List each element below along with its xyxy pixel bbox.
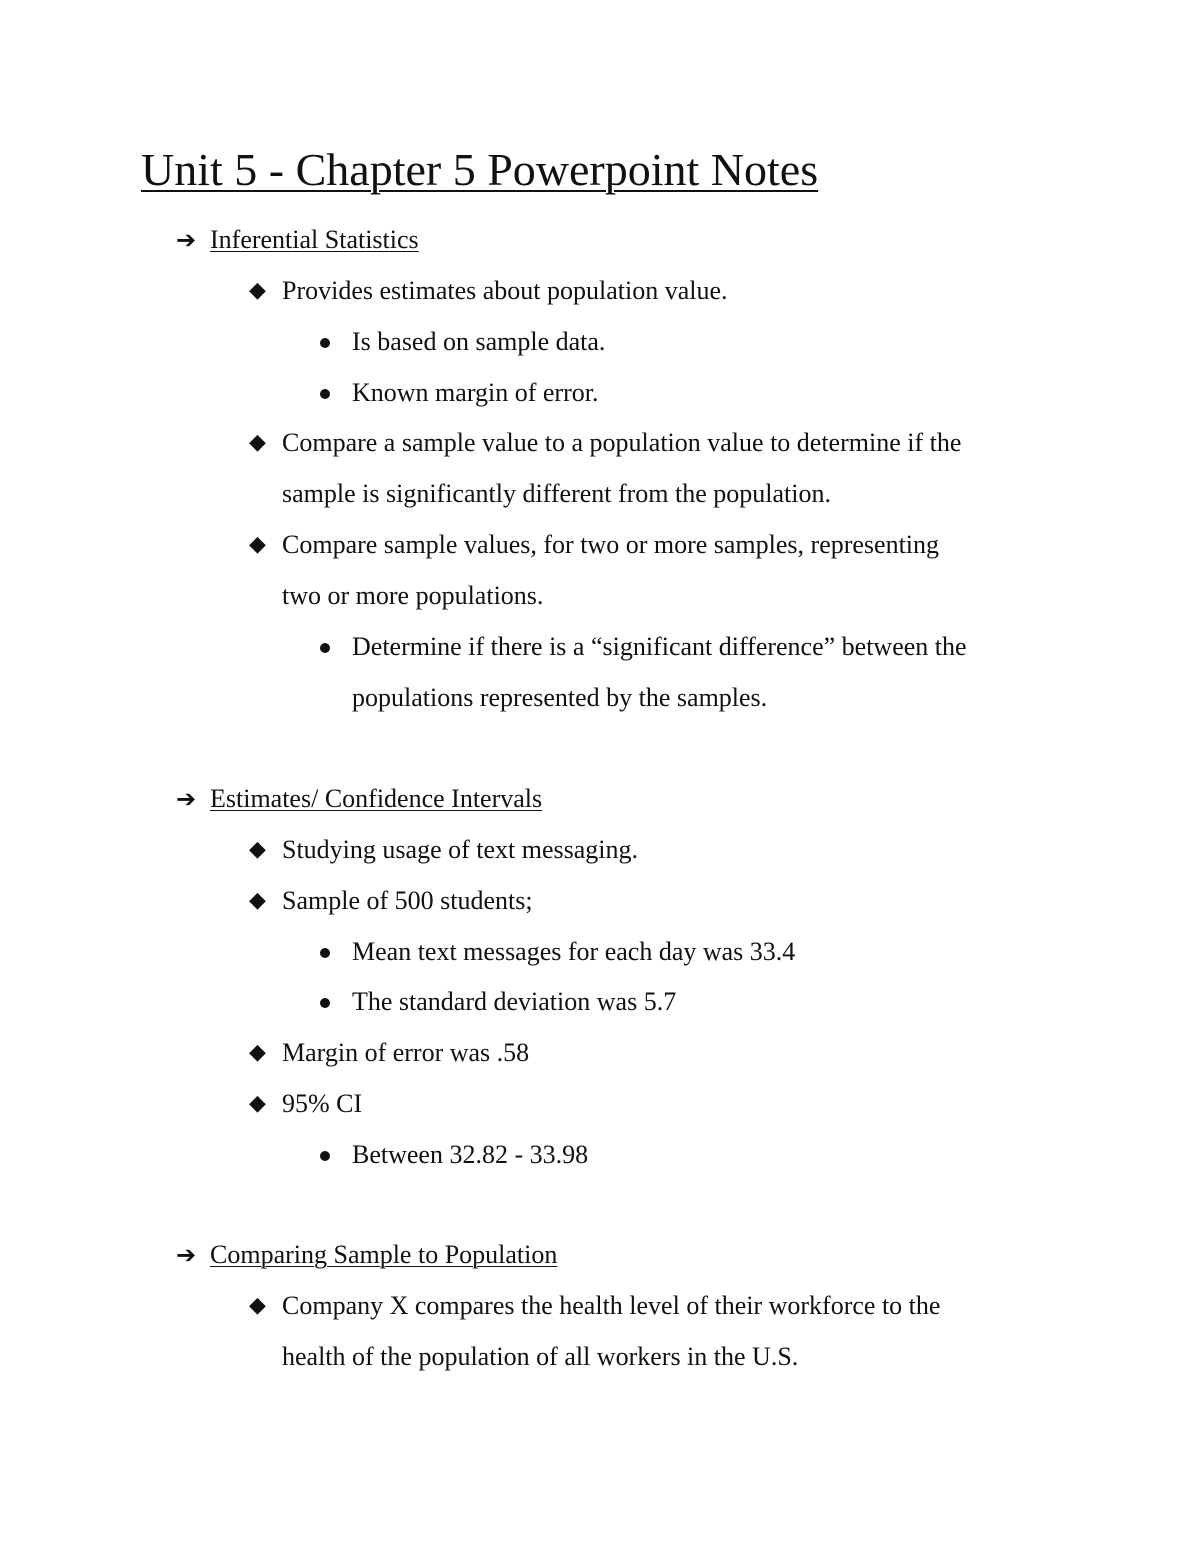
list-item-text: Margin of error was .58 xyxy=(282,1038,530,1067)
dot-bullet-icon xyxy=(320,948,330,958)
diamond-bullet-icon: ◆ xyxy=(249,1091,266,1116)
arrow-icon: ➔ xyxy=(176,226,197,254)
arrow-icon: ➔ xyxy=(176,1241,197,1269)
dot-bullet-icon xyxy=(320,998,330,1008)
diamond-bullet-icon: ◆ xyxy=(249,837,266,862)
page-title: Unit 5 - Chapter 5 Powerpoint Notes xyxy=(141,144,819,195)
section-heading-label: Inferential Statistics xyxy=(210,225,419,254)
list-item-text: Provides estimates about population value. xyxy=(282,276,728,305)
list-item-text: Compare a sample value to a population value to determine if the xyxy=(282,428,962,457)
list-item-text: Is based on sample data. xyxy=(352,327,606,356)
arrow-icon: ➔ xyxy=(176,785,197,813)
section-heading-label: Estimates/ Confidence Intervals xyxy=(210,784,543,813)
diamond-bullet-icon: ◆ xyxy=(249,1040,266,1065)
list-item-continuation: two or more populations. xyxy=(282,581,544,610)
list-item-text: Studying usage of text messaging. xyxy=(282,835,639,864)
section-heading-comparing-sample xyxy=(176,1237,557,1273)
list-item-text: Known margin of error. xyxy=(352,378,599,407)
list-item-continuation: health of the population of all workers in the U.S. xyxy=(282,1342,799,1371)
diamond-bullet-icon: ◆ xyxy=(249,278,266,303)
dot-bullet-icon xyxy=(320,1151,330,1161)
list-item-text: 95% CI xyxy=(282,1089,363,1118)
list-item-text: Determine if there is a “significant difference” between the xyxy=(352,632,967,661)
list-item-text: The standard deviation was 5.7 xyxy=(352,987,677,1016)
diamond-bullet-icon: ◆ xyxy=(249,888,266,913)
dot-bullet-icon xyxy=(320,389,330,399)
list-item-continuation: sample is significantly different from the population. xyxy=(282,479,832,508)
dot-bullet-icon xyxy=(320,338,330,348)
list-item-text: Company X compares the health level of their workforce to the xyxy=(282,1291,941,1320)
section-heading-inferential-statistics xyxy=(176,222,419,258)
list-item-text: Mean text messages for each day was 33.4 xyxy=(352,937,796,966)
list-item-text: Sample of 500 students; xyxy=(282,886,533,915)
list-item-text: Between 32.82 - 33.98 xyxy=(352,1140,589,1169)
diamond-bullet-icon: ◆ xyxy=(249,532,266,557)
list-item-continuation: populations represented by the samples. xyxy=(352,683,768,712)
section-heading-label: Comparing Sample to Population xyxy=(210,1240,558,1269)
list-item-text: Compare sample values, for two or more samples, representing xyxy=(282,530,940,559)
diamond-bullet-icon: ◆ xyxy=(249,1293,266,1318)
dot-bullet-icon xyxy=(320,643,330,653)
section-heading-estimates xyxy=(176,781,542,817)
diamond-bullet-icon: ◆ xyxy=(249,430,266,455)
